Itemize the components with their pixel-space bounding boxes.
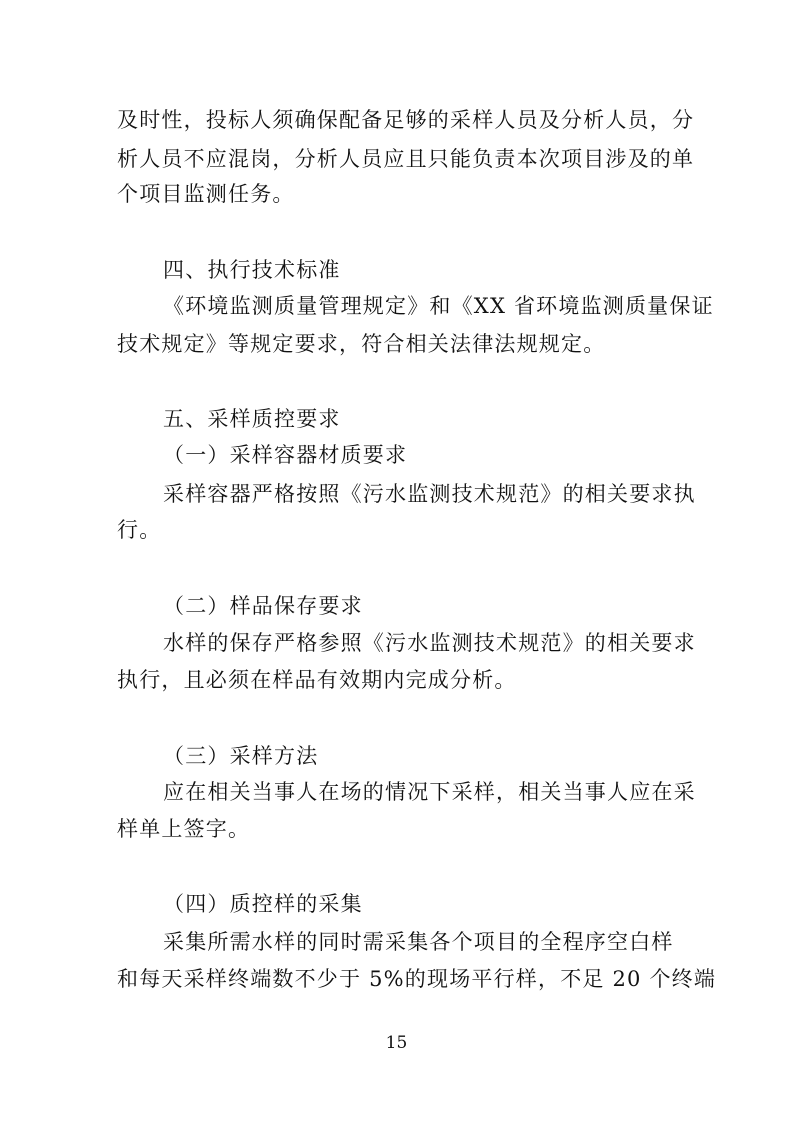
subsection-heading: （三）采样方法 [163,744,319,768]
body-text-line: 个项目监测任务。 [117,182,295,206]
body-text-line: 应在相关当事人在场的情况下采样，相关当事人应在采 [163,780,696,804]
body-text-line: 《环境监测质量管理规定》和《XX 省环境监测质量保证 [163,294,714,318]
body-text-line: 样单上签字。 [117,817,251,841]
body-text-line: 执行，且必须在样品有效期内完成分析。 [117,668,517,692]
body-text-line: 技术规定》等规定要求，符合相关法律法规规定。 [117,332,606,356]
section-heading: 五、采样质控要求 [163,407,341,431]
page-number: 15 [385,1033,408,1053]
section-heading: 四、执行技术标准 [163,258,341,282]
subsection-heading: （一）采样容器材质要求 [163,443,408,467]
body-text-line: 行。 [117,518,162,542]
subsection-heading: （四）质控样的采集 [163,892,363,916]
body-text-line: 析人员不应混岗，分析人员应且只能负责本次项目涉及的单 [117,147,695,171]
body-text-line: 及时性，投标人须确保配备足够的采样人员及分析人员，分 [117,108,695,132]
body-text-line: 采集所需水样的同时需采集各个项目的全程序空白样 [163,930,674,954]
body-text-line: 采样容器严格按照《污水监测技术规范》的相关要求执 [163,482,696,506]
body-text-line: 水样的保存严格参照《污水监测技术规范》的相关要求 [163,631,696,655]
subsection-heading: （二）样品保存要求 [163,594,363,618]
body-text-line: 和每天采样终端数不少于 5%的现场平行样，不足 20 个终端 [117,967,717,991]
